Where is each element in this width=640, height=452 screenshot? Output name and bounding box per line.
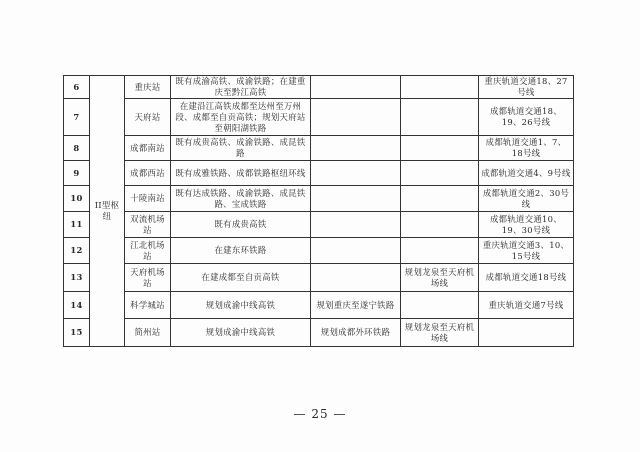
station-name-cell: 重庆站	[125, 76, 171, 99]
row-number-cell: 10	[64, 186, 90, 212]
airport-line-cell	[401, 238, 479, 264]
urban-rail-cell: 成都轨道交通10、19、30号线	[479, 212, 574, 238]
urban-rail-cell: 成都轨道交通2、30号线	[479, 186, 574, 212]
station-name-cell: 简州站	[125, 319, 171, 347]
urban-rail-cell	[479, 319, 574, 347]
station-name-cell: 成都南站	[125, 136, 171, 161]
table-row	[64, 76, 574, 99]
airport-line-cell	[401, 99, 479, 136]
railway-lines-cell: 既有成渝高铁、成渝铁路；在建重庆至黔江高铁	[171, 76, 311, 99]
table-row	[64, 238, 574, 264]
planned-line-cell	[311, 76, 401, 99]
airport-line-cell	[401, 76, 479, 99]
row-number-cell: 11	[64, 212, 90, 238]
row-number-cell: 14	[64, 292, 90, 319]
table-row	[64, 264, 574, 292]
urban-rail-cell: 成都轨道交通18号线	[479, 264, 574, 292]
urban-rail-cell: 成都轨道交通4、9号线	[479, 161, 574, 186]
table-row	[64, 186, 574, 212]
planned-line-cell	[311, 238, 401, 264]
planned-line-cell: 规划重庆至遂宁铁路	[311, 292, 401, 319]
table-row	[64, 99, 574, 136]
planned-line-cell	[311, 212, 401, 238]
railway-lines-cell: 既有成雅铁路、成都铁路枢纽环线	[171, 161, 311, 186]
table-row	[64, 319, 574, 347]
urban-rail-cell: 重庆轨道交通18、27号线	[479, 76, 574, 99]
row-number-cell: 9	[64, 161, 90, 186]
urban-rail-cell: 成都轨道交通18、19、26号线	[479, 99, 574, 136]
urban-rail-cell: 成都轨道交通1、7、18号线	[479, 136, 574, 161]
row-number-cell: 7	[64, 99, 90, 136]
station-name-cell: 天府机场站	[125, 264, 171, 292]
station-name-cell: 科学城站	[125, 292, 171, 319]
station-name-cell: 十陵南站	[125, 186, 171, 212]
table-row	[64, 136, 574, 161]
station-name-cell: 江北机场站	[125, 238, 171, 264]
railway-lines-cell: 规划成渝中线高铁	[171, 292, 311, 319]
planned-line-cell	[311, 99, 401, 136]
urban-rail-cell: 重庆轨道交通3、10、15号线	[479, 238, 574, 264]
page-number: — 25 —	[293, 407, 347, 421]
airport-line-cell: 规划龙泉至天府机场线	[401, 319, 479, 347]
airport-line-cell	[401, 292, 479, 319]
railway-lines-cell: 既有达成铁路、成渝铁路、成昆铁路、宝成铁路	[171, 186, 311, 212]
planned-line-cell: 规划成都外环铁路	[311, 319, 401, 347]
airport-line-cell	[401, 186, 479, 212]
planned-line-cell	[311, 264, 401, 292]
row-number-cell: 6	[64, 76, 90, 99]
row-number-cell: 15	[64, 319, 90, 347]
airport-line-cell	[401, 136, 479, 161]
station-name-cell: 天府站	[125, 99, 171, 136]
planned-line-cell	[311, 186, 401, 212]
planned-line-cell	[311, 136, 401, 161]
hub-table	[63, 75, 574, 347]
railway-lines-cell: 在建成都至自贡高铁	[171, 264, 311, 292]
row-number-cell: 13	[64, 264, 90, 292]
airport-line-cell	[401, 161, 479, 186]
railway-lines-cell: 在建沿江高铁成都至达州至万州段、成都至自贡高铁；规划天府站至朝阳湖铁路	[171, 99, 311, 136]
planned-line-cell	[311, 161, 401, 186]
railway-lines-cell: 既有成贵高铁	[171, 212, 311, 238]
table-row	[64, 161, 574, 186]
railway-lines-cell: 在建东环铁路	[171, 238, 311, 264]
table-row	[64, 212, 574, 238]
table-row	[64, 292, 574, 319]
station-name-cell: 双流机场站	[125, 212, 171, 238]
urban-rail-cell: 重庆轨道交通7号线	[479, 292, 574, 319]
row-number-cell: 12	[64, 238, 90, 264]
hub-category-cell: II型枢纽	[90, 76, 125, 347]
railway-lines-cell: 规划成渝中线高铁	[171, 319, 311, 347]
airport-line-cell: 规划龙泉至天府机场线	[401, 264, 479, 292]
station-name-cell: 成都西站	[125, 161, 171, 186]
railway-lines-cell: 既有成贵高铁、成渝铁路、成昆铁路	[171, 136, 311, 161]
row-number-cell: 8	[64, 136, 90, 161]
airport-line-cell	[401, 212, 479, 238]
